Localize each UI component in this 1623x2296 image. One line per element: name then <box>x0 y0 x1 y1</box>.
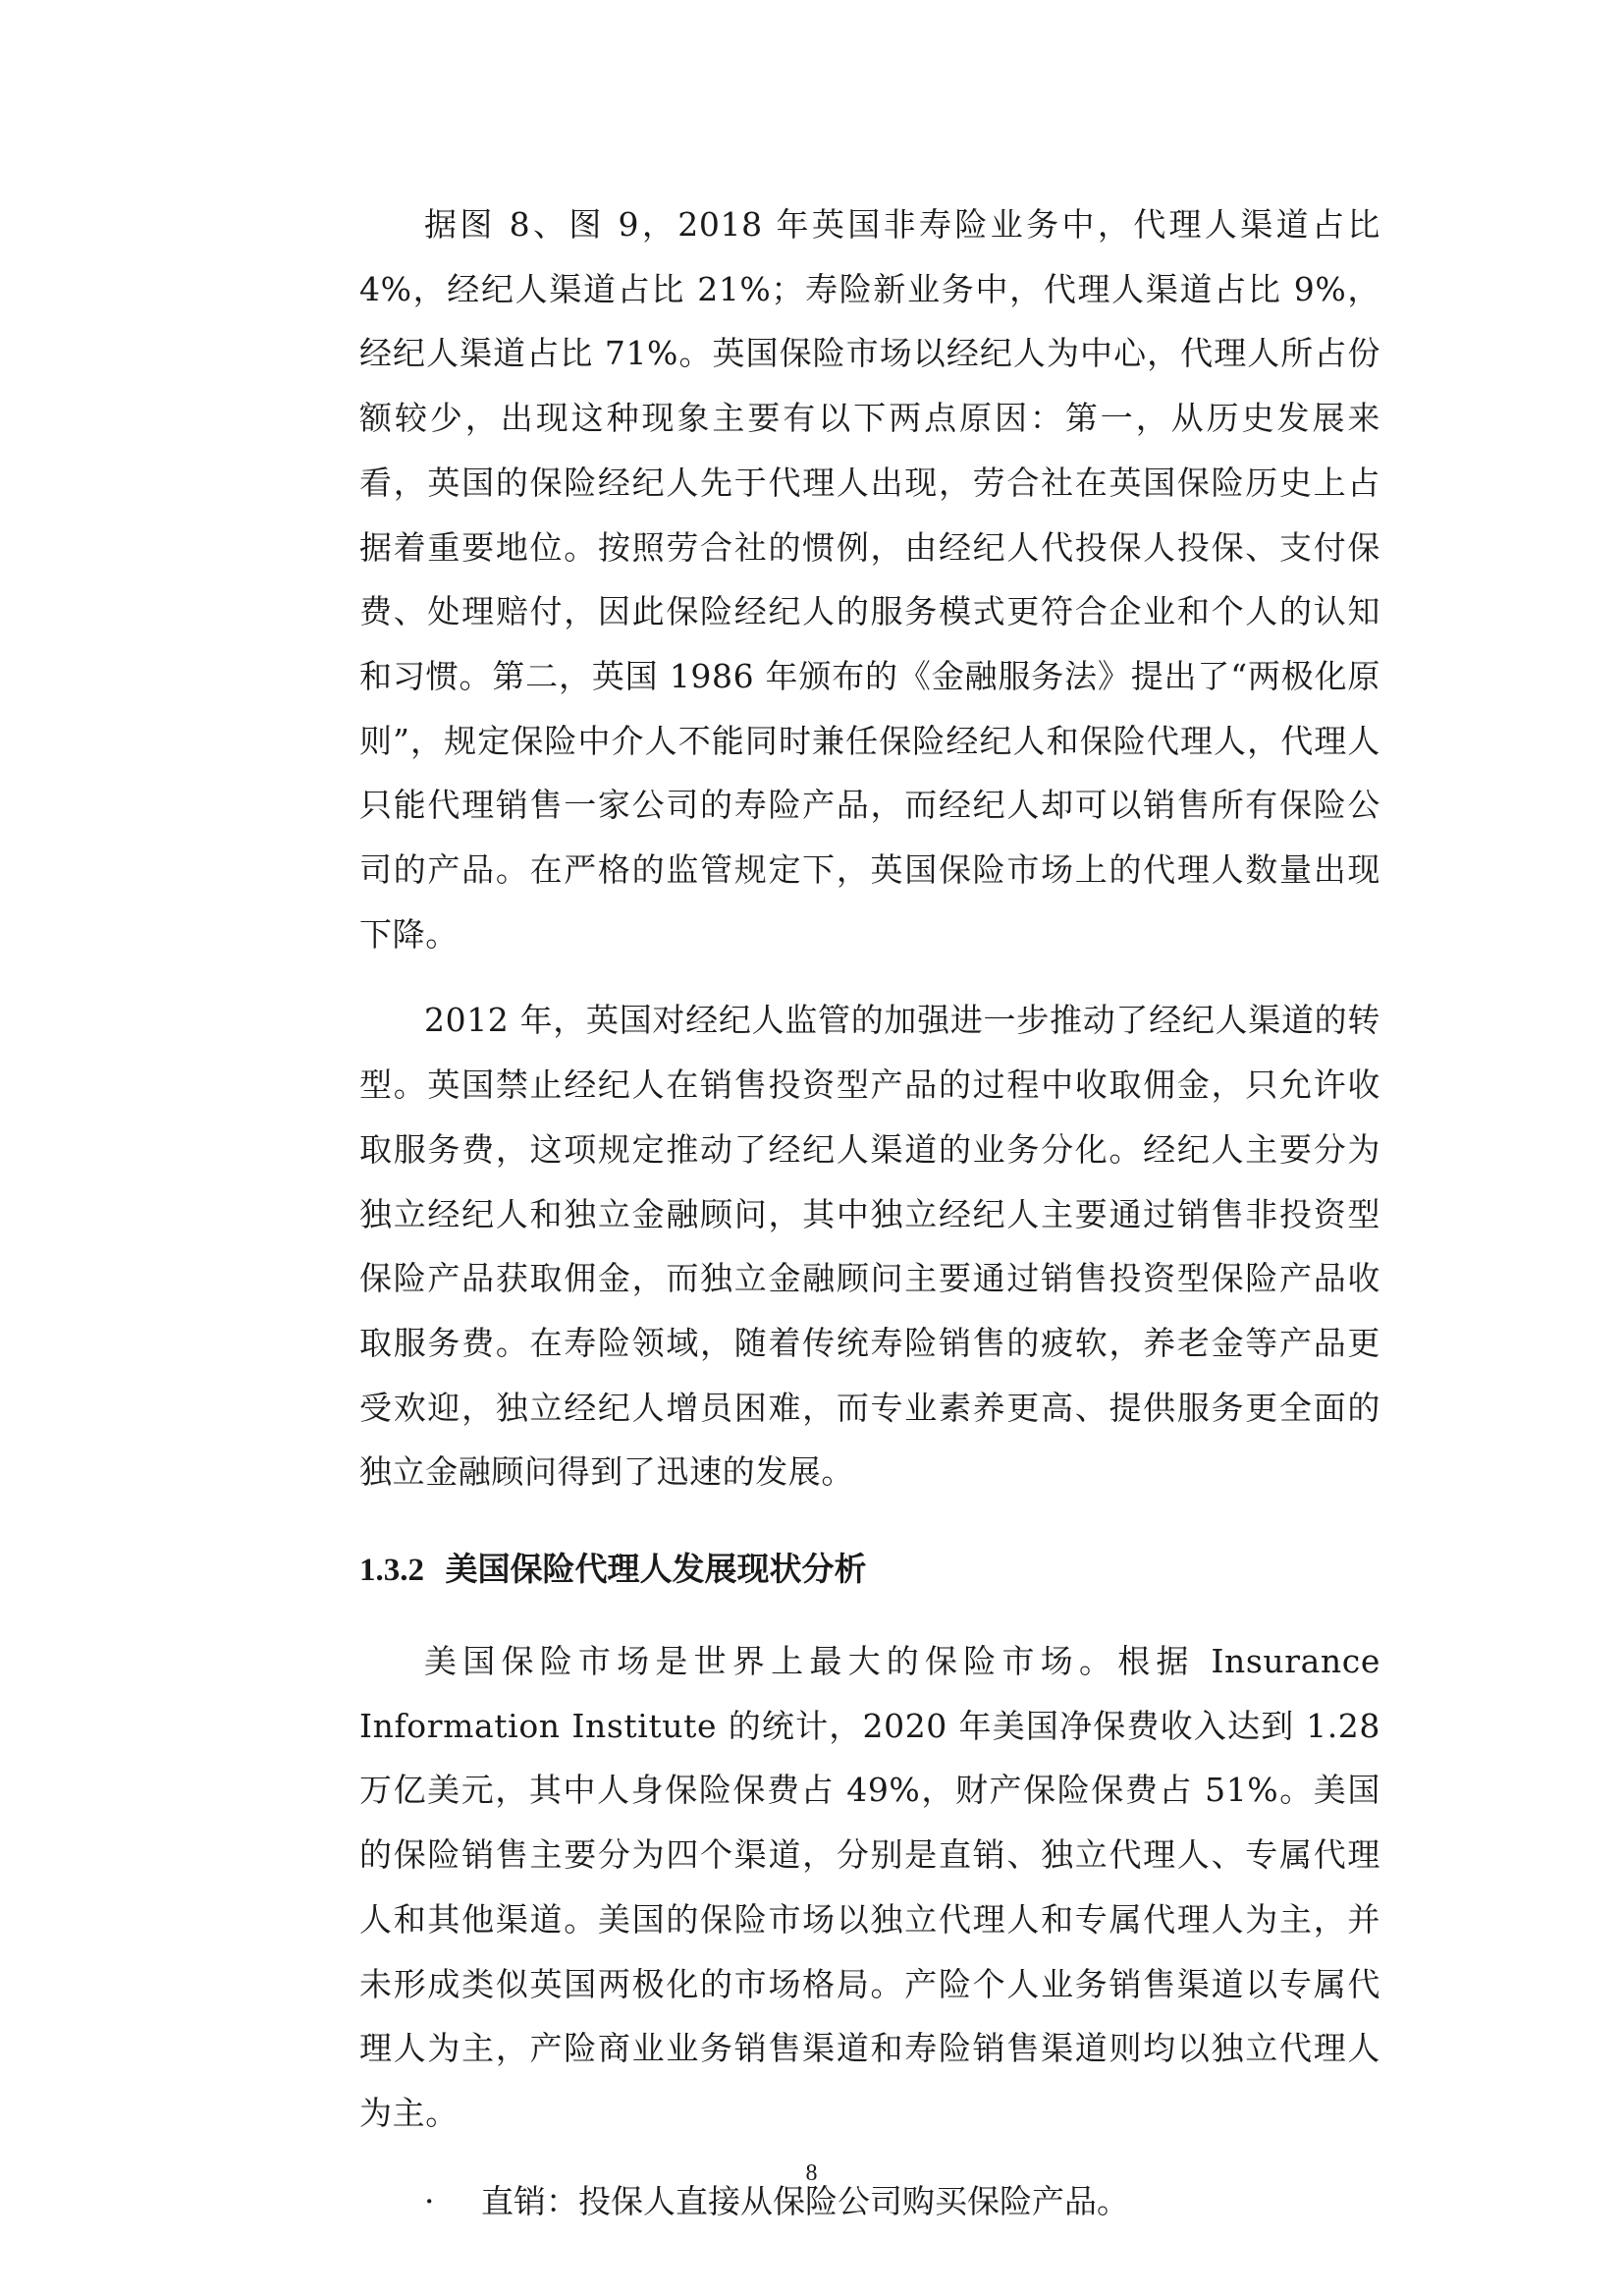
section-number: 1.3.2 <box>359 1553 424 1589</box>
section-heading <box>359 1540 1380 1600</box>
bullet-marker: · <box>424 2181 435 2220</box>
section-paragraph: 美国保险市场是世界上最大的保险市场。根据 Insurance Information Institute 的统计，2020 年美国净保费收入达到 1.28 万亿美元，其中人身保险保费占 49%，财产保险保费占 51%。美国的保险销售主要分为四个渠道，分别是直销、独立代理人、专属代理人和其他渠道。美国的保险市场以独立代理人和专属代理人为主，并未形成类似英国两极化的市场格局。产险个人业务销售渠道以专属代理人为主，产险商业业务销售渠道和寿险销售渠道则均以独立代理人为主。 <box>359 1642 1380 2132</box>
page-content <box>359 192 1380 2233</box>
page-number: 8 <box>805 2160 818 2186</box>
bullet-text: 直销：投保人直接从保险公司购买保险产品。 <box>481 2181 1129 2220</box>
body-paragraph-1: 据图 8、图 9，2018 年英国非寿险业务中，代理人渠道占比 4%，经纪人渠道占比 21%；寿险新业务中，代理人渠道占比 9%，经纪人渠道占比 71%。英国保险市场以经纪人为中心，代理人所占份额较少，出现这种现象主要有以下两点原因：第一，从历史发展来看，英国的保险经纪人先于代理人出现，劳合社在英国保险历史上占据着重要地位。按照劳合社的惯例，由经纪人代投保人投保、支付保费、处理赔付，因此保险经纪人的服务模式更符合企业和个人的认知和习惯。第二，英国 1986 年颁布的《金融服务法》提出了“两极化原则”，规定保险中介人不能同时兼任保险经纪人和保险代理人，代理人只能代理销售一家公司的寿险产品，而经纪人却可以销售所有保险公司的产品。在严格的监管规定下，英国保险市场上的代理人数量出现下降。 <box>359 205 1380 954</box>
body-paragraph-2: 2012 年，英国对经纪人监管的加强进一步推动了经纪人渠道的转型。英国禁止经纪人在销售投资型产品的过程中收取佣金，只允许收取服务费，这项规定推动了经纪人渠道的业务分化。经纪人主要分为独立经纪人和独立金融顾问，其中独立经纪人主要通过销售非投资型保险产品获取佣金，而独立金融顾问主要通过销售投资型保险产品收取服务费。在寿险领域，随着传统寿险销售的疲软，养老金等产品更受欢迎，独立经纪人增员困难，而专业素养更高、提供服务更全面的独立金融顾问得到了迅速的发展。 <box>359 1001 1380 1492</box>
section-title: 美国保险代理人发展现状分析 <box>445 1550 867 1589</box>
